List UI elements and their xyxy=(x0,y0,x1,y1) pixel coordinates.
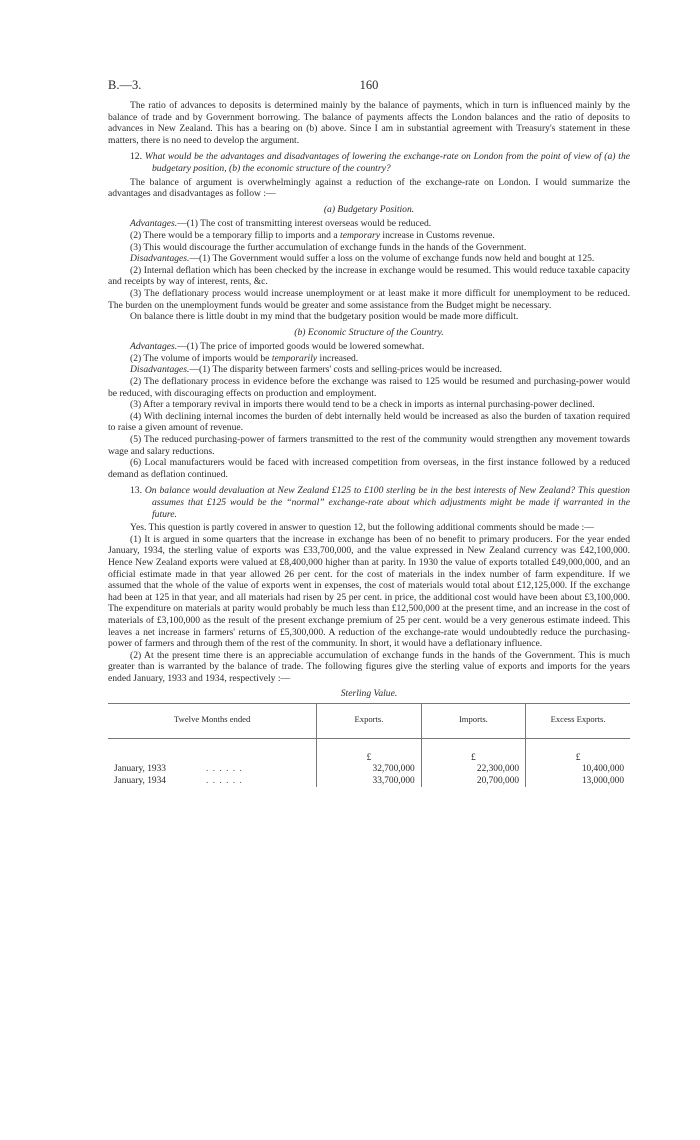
advantage-text: (2) The volume of imports would be xyxy=(130,352,272,364)
budgetary-disadvantage-1 xyxy=(108,253,630,265)
question-text: What would be the advantages and disadvantages of lowering the exchange-rate on London from the point of view of (a) the budgetary position, (b) the economic structure of the country? xyxy=(144,151,630,174)
dot-leader: . . . . . . xyxy=(206,775,243,786)
document-reference: B.—3. xyxy=(108,78,142,92)
emphasis: temporary xyxy=(340,229,380,241)
row-label-cell xyxy=(108,776,317,787)
disadvantage-text: —(1) The Government would suffer a loss on the volume of exchange funds now held and bought at 125. xyxy=(189,253,595,265)
question-number: 12. xyxy=(130,151,142,163)
excess-exports-cell: 10,400,000 xyxy=(526,764,630,775)
table-row xyxy=(108,776,630,787)
page-number: 160 xyxy=(359,78,379,92)
question-13 xyxy=(130,485,630,520)
subheading-economic-structure: (b) Economic Structure of the Country. xyxy=(294,326,444,338)
question-text: On balance would devaluation at New Zealand £125 to £100 sterling be in the best interests of New Zealand? This question assumes that £125 would be the “normal” exchange-rate about which adjustments might be made if warranted in the future. xyxy=(144,485,630,520)
imports-cell: 22,300,000 xyxy=(421,764,525,775)
paragraph-balance-argument: The balance of argument is overwhelmingly against a reduction of the exchange-rate on London. I would summarize the advantages and disadvantages as follow :— xyxy=(108,176,630,200)
economic-advantage-1 xyxy=(108,341,630,353)
column-header-imports: Imports. xyxy=(421,704,525,739)
economic-disadvantage-1 xyxy=(108,364,630,376)
economic-disadvantage-3: (3) After a temporary revival in imports there would tend to be a check in imports as internal purchasing-power declined. xyxy=(130,399,595,411)
column-header-excess-exports: Excess Exports. xyxy=(526,704,630,739)
paragraph-ratio-advances: The ratio of advances to deposits is determined mainly by the balance of payments, which in turn is influenced mainly by the balance of trade and by Government borrowing. The balance of payments affects the London balances and the ratio of deposits to advances in New Zealand. This has a bearing on (b) above. Since I am in substantial agreement with Treasury's statement in these matters, there is no need to develop the argument. xyxy=(108,100,630,146)
economic-disadvantage-6: (6) Local manufacturers would be faced with increased competition from overseas, in the first instance followed by a reduced demand as deflation continued. xyxy=(108,457,630,480)
unit-cell: £ xyxy=(526,738,630,764)
disadvantage-text: —(1) The disparity between farmers' costs and selling-prices would be increased. xyxy=(189,364,502,376)
excess-exports-cell: 13,000,000 xyxy=(526,776,630,787)
economic-disadvantage-2: (2) The deflationary process in evidence before the exchange was raised to 125 would be resumed and purchasing-power would be reduced, with discouraging effects on production and employment. xyxy=(108,376,630,399)
exports-cell: 32,700,000 xyxy=(317,764,421,775)
advantage-text: —(1) The cost of transmitting interest overseas would be reduced. xyxy=(177,218,432,230)
budgetary-advantage-3: (3) This would discourage the further accumulation of exchange funds in the hands of the Government. xyxy=(130,241,527,253)
unit-cell-empty xyxy=(108,738,317,764)
disadvantages-label: Disadvantages. xyxy=(130,364,190,376)
column-header-period: Twelve Months ended xyxy=(108,704,317,739)
paragraph-answer-yes: Yes. This question is partly covered in answer to question 12, but the following additional comments should be made :— xyxy=(130,522,594,534)
paragraph-exchange-funds: (2) At the present time there is an appreciable accumulation of exchange funds in the hands of the Government. This is much greater than is warranted by the balance of trade. The following figures give the sterling value of exports and imports for the years ended January, 1933 and 1934, respectively :— xyxy=(108,649,630,684)
running-head xyxy=(108,78,630,100)
budgetary-disadvantage-2: (2) Internal deflation which has been checked by the increase in exchange would be resumed. This would reduce taxable capacity and receipts by way of interest, rents, &c. xyxy=(108,264,630,288)
advantage-text: (2) There would be a temporary fillip to imports and a xyxy=(130,229,341,241)
body-text xyxy=(108,100,630,787)
advantage-text: —(1) The price of imported goods would be lowered somewhat. xyxy=(177,341,425,353)
unit-cell: £ xyxy=(421,738,525,764)
subheading-budgetary-position: (a) Budgetary Position. xyxy=(323,203,415,215)
paragraph-primary-producers: (1) It is argued in some quarters that the increase in exchange has been of no benefit to primary producers. For the year ended January, 1934, the sterling value of exports was £33,700,000, and the value expressed in New Zealand currency was £42,100,000. Hence New Zealand exports were valued at £8,400,000 higher than at parity. In 1930 the value of exports totalled £49,000,000, and an official estimate made in that year allowed 26 per cent. for the cost of materials in the index number of farm expenditure. If we assumed that the whole of the value of exports went in expenses, the cost of materials would total about £12,125,000. If the exchange had been at 125 in that year, and all materials had risen by 25 per cent. in price, the additional cost would have been about £3,100,000. The expenditure on materials at parity would probably be much less than £12,500,000 at the present time, and an increase in the cost of materials of £3,100,000 as the result of the present exchange premium of 25 per cent. would be a very generous estimate indeed. This leaves a net increase in farmers' returns of £5,300,000. A reduction of the exchange-rate would undoubtedly reduce the purchasing-power of farmers and through them of the rest of the community. In short, it would have a deflationary influence. xyxy=(108,533,630,650)
row-label-cell xyxy=(108,764,317,775)
row-label: January, 1934 xyxy=(114,775,166,786)
document-page xyxy=(108,78,630,787)
question-number: 13. xyxy=(130,485,142,497)
economic-disadvantage-5: (5) The reduced purchasing-power of farmers transmitted to the rest of the community would strengthen any movement towards wage and salary reductions. xyxy=(108,434,630,457)
disadvantages-label: Disadvantages. xyxy=(130,253,190,265)
emphasis: temporarily xyxy=(271,352,318,364)
table-header-row xyxy=(108,704,630,739)
budgetary-disadvantage-3: (3) The deflationary process would increase unemployment or at least make it more difficult for unemployment to be reduced. The burden on the unemployment funds would be greater and some assistance from the Budget might be necessary. xyxy=(108,287,630,311)
sterling-value-table xyxy=(108,703,630,787)
question-12 xyxy=(130,151,630,174)
unit-cell: £ xyxy=(317,738,421,764)
table-row xyxy=(108,764,630,775)
exports-cell: 33,700,000 xyxy=(317,776,421,787)
budgetary-conclusion: On balance there is little doubt in my mind that the budgetary position would be made more difficult. xyxy=(130,311,519,323)
column-header-exports: Exports. xyxy=(317,704,421,739)
unit-row xyxy=(108,738,630,764)
advantage-text: increase in Customs revenue. xyxy=(380,229,495,241)
advantages-label: Advantages. xyxy=(130,341,178,353)
budgetary-advantage-1 xyxy=(108,218,630,230)
dot-leader: . . . . . . xyxy=(206,764,243,775)
table-title: Sterling Value. xyxy=(340,687,398,699)
row-label: January, 1933 xyxy=(114,764,166,775)
advantage-text: increased. xyxy=(317,352,359,364)
economic-advantage-2 xyxy=(108,353,630,365)
budgetary-advantage-2 xyxy=(108,230,630,242)
economic-disadvantage-4: (4) With declining internal incomes the burden of debt internally held would be increased as also the burden of taxation required to raise a given amount of revenue. xyxy=(108,410,630,434)
imports-cell: 20,700,000 xyxy=(421,776,525,787)
advantages-label: Advantages. xyxy=(130,218,178,230)
